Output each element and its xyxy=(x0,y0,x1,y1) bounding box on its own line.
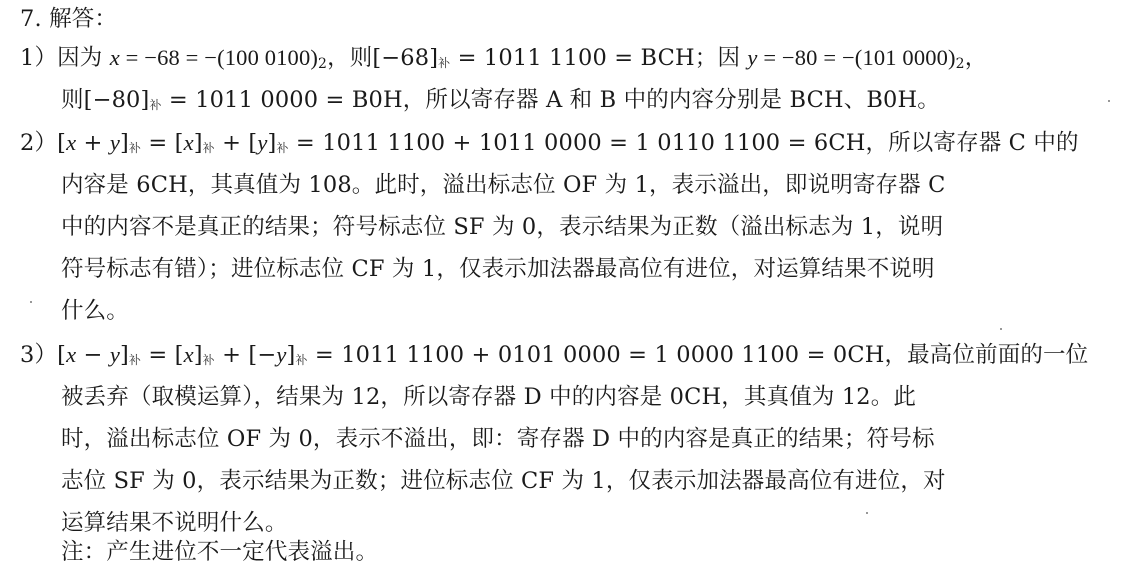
subscript: 2 xyxy=(955,56,965,72)
text-run: 志位 SF 为 0，表示结果为正数；进位标志位 CF 为 1，仅表示加法器最高位有进位，对 xyxy=(61,468,946,494)
variable-y: y xyxy=(109,130,120,155)
text-run: 中的内容不是真正的结果；符号标志位 SF 为 0，表示结果为正数（溢出标志为 1，说明 xyxy=(61,214,944,240)
text-run: 运算结果不说明什么。 xyxy=(61,510,288,536)
text-run: 则[−80] xyxy=(61,87,150,113)
variable-y: y xyxy=(109,342,120,367)
text-run: 被丢弃（取模运算），结果为 12，所以寄存器 D 中的内容是 0CH，其真值为 12。此 xyxy=(61,384,917,410)
item-1-number: 1） xyxy=(20,45,58,71)
text-run: + xyxy=(76,130,110,156)
item-1-line-1 xyxy=(20,43,987,78)
complement-subscript: 补 xyxy=(128,141,142,155)
item-3-line-5 xyxy=(61,508,288,538)
title-text: 7. 解答： xyxy=(20,6,118,32)
variable-x: x xyxy=(66,342,77,367)
complement-subscript: 补 xyxy=(202,141,215,155)
text-run: 内容是 6CH，其真值为 108。此时，溢出标志位 OF 为 1，表示溢出，即说明寄存器 C xyxy=(61,172,946,198)
text-run: 什么。 xyxy=(61,298,129,324)
subscript: 2 xyxy=(318,56,328,72)
variable-x: x xyxy=(66,130,77,155)
variable-x: x xyxy=(109,45,120,70)
item-3-line-1 xyxy=(20,340,1088,375)
text-run: = [ xyxy=(141,342,184,368)
text-run: = 1011 1100 + 0101 0000 = 1 0000 1100 = 0CH，最高位前面的一位 xyxy=(307,342,1089,368)
scan-speck xyxy=(1108,100,1110,102)
text-run: 时，溢出标志位 OF 为 0，表示不溢出，即：寄存器 D 中的内容是真正的结果；符号标 xyxy=(61,426,935,452)
note-line xyxy=(61,537,378,567)
item-2-line-3 xyxy=(61,212,943,242)
text-run: 符号标志有错）；进位标志位 CF 为 1，仅表示加法器最高位有进位，对运算结果不说明 xyxy=(61,256,935,282)
text-run: ] xyxy=(267,130,277,156)
complement-subscript: 补 xyxy=(438,56,451,70)
variable-x: x xyxy=(183,130,194,155)
item-2-line-4 xyxy=(61,254,935,284)
text-run: = 1011 1100 + 1011 0000 = 1 0110 1100 = 6CH，所以寄存器 C 中的 xyxy=(288,130,1079,156)
text-run: ] xyxy=(193,342,203,368)
text-run: = 1011 1100 = BCH；因 xyxy=(450,45,748,71)
note-text: 注：产生进位不一定代表溢出。 xyxy=(61,539,379,565)
text-run: [ xyxy=(57,342,67,368)
item-1-line-2 xyxy=(61,85,940,120)
text-run: = [ xyxy=(141,130,184,156)
text-run: ] xyxy=(119,130,129,156)
item-2-line-1 xyxy=(20,128,1079,163)
text-run: ，则[−68] xyxy=(327,45,439,71)
scan-speck xyxy=(866,512,868,514)
text-run: + [− xyxy=(214,342,277,368)
scan-speck xyxy=(30,301,32,303)
text-run: ] xyxy=(193,130,203,156)
text-run: 因为 xyxy=(57,45,110,71)
text-run: − xyxy=(76,342,110,368)
item-3-line-2 xyxy=(61,382,916,412)
scan-speck xyxy=(1000,328,1002,330)
text-run: ] xyxy=(286,342,296,368)
item-2-number: 2） xyxy=(20,130,58,156)
variable-y: y xyxy=(747,45,758,70)
text-run: = −68 = −(100 0100) xyxy=(119,45,318,70)
item-3-line-3 xyxy=(61,424,935,454)
complement-subscript: 补 xyxy=(202,353,215,367)
text-run: = 1011 0000 = B0H，所以寄存器 A 和 B 中的内容分别是 BCH、B0H。 xyxy=(161,87,940,113)
item-3-line-4 xyxy=(61,466,946,496)
text-run: + [ xyxy=(214,130,258,156)
item-3-number: 3） xyxy=(20,342,58,368)
variable-y: y xyxy=(257,130,268,155)
section-title xyxy=(20,4,117,34)
variable-y: y xyxy=(276,342,287,367)
text-run: ， xyxy=(964,45,988,71)
complement-subscript: 补 xyxy=(276,141,289,155)
complement-subscript: 补 xyxy=(149,98,162,112)
complement-subscript: 补 xyxy=(295,353,308,367)
item-2-line-5 xyxy=(61,296,129,326)
variable-x: x xyxy=(183,342,194,367)
text-run: [ xyxy=(57,130,67,156)
item-2-line-2 xyxy=(61,170,946,200)
complement-subscript: 补 xyxy=(128,353,142,367)
text-run: = −80 = −(101 0000) xyxy=(757,45,956,70)
text-run: ] xyxy=(119,342,129,368)
